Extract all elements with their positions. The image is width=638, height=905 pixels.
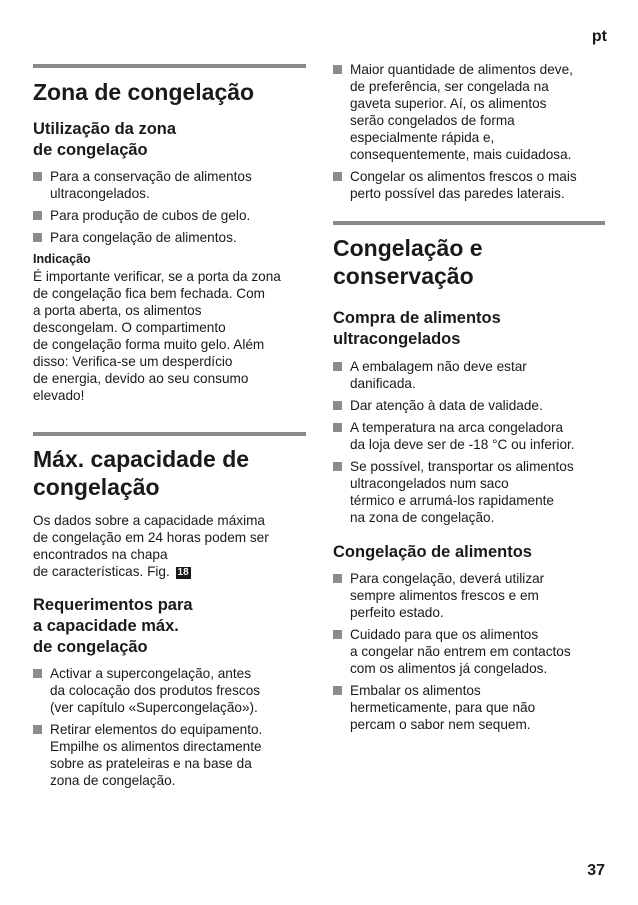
list-item-line: (ver capítulo «Supercongelação»). <box>50 700 258 715</box>
text-line: de congelação forma muito gelo. Além <box>33 337 265 352</box>
bullet-list-compra <box>333 358 605 526</box>
list-item-line: sobre as prateleiras e na base da <box>50 756 252 771</box>
page-number: 37 <box>587 862 605 879</box>
list-item-line: percam o sabor nem sequem. <box>350 717 531 732</box>
list-item-line: A embalagem não deve estar <box>350 359 527 374</box>
text-line: É importante verificar, se a porta da zona <box>33 269 281 284</box>
list-item <box>333 358 605 392</box>
list-item-line: Para a conservação de alimentos <box>50 169 252 184</box>
list-item-line: gaveta superior. Aí, os alimentos <box>350 96 547 111</box>
list-item-line: zona de congelação. <box>50 773 176 788</box>
square-bullet-icon <box>333 686 342 695</box>
list-item-line: perto possível das paredes laterais. <box>350 186 565 201</box>
list-item-line: ultracongelados. <box>50 186 150 201</box>
text-line: de congelação <box>33 141 148 159</box>
list-item-line: da colocação dos produtos frescos <box>50 683 261 698</box>
list-item-line: Activar a supercongelação, antes <box>50 666 252 681</box>
bullet-list-continued <box>333 61 605 202</box>
list-item-line: Congelar os alimentos frescos o mais <box>350 169 577 184</box>
square-bullet-icon <box>333 362 342 371</box>
text-line: encontrados na chapa <box>33 547 168 562</box>
subtitle-utilizacao <box>33 119 306 161</box>
square-bullet-icon <box>33 211 42 220</box>
list-item-line: Para produção de cubos de gelo. <box>50 208 251 223</box>
list-item-line: a congelar não entrem em contactos <box>350 644 571 659</box>
list-item-line: hermeticamente, para que não <box>350 700 536 715</box>
text-line: elevado! <box>33 388 85 403</box>
text-line: conservação <box>333 263 474 289</box>
text-line: Congelação de alimentos <box>333 543 532 561</box>
bullet-list-congelacao <box>333 570 605 733</box>
bullet-list-utilizacao <box>33 168 306 246</box>
text-line: descongelam. O compartimento <box>33 320 226 335</box>
subtitle-compra <box>333 308 605 350</box>
section-rule <box>33 432 306 436</box>
section-rule <box>33 64 306 68</box>
list-item-line: Maior quantidade de alimentos deve, <box>350 62 573 77</box>
square-bullet-icon <box>33 725 42 734</box>
list-item <box>333 419 605 453</box>
square-bullet-icon <box>333 401 342 410</box>
list-item-line: perfeito estado. <box>350 605 444 620</box>
language-code: pt <box>591 28 607 45</box>
text-line: de energia, devido ao seu consumo <box>33 371 249 386</box>
text-line: Máx. capacidade de <box>33 446 250 472</box>
text-line: congelação <box>33 474 160 500</box>
capacity-body <box>33 512 306 580</box>
list-item-line: da loja deve ser de -18 °C ou inferior. <box>350 437 575 452</box>
list-item <box>333 626 605 677</box>
list-item <box>333 682 605 733</box>
square-bullet-icon <box>333 172 342 181</box>
square-bullet-icon <box>333 423 342 432</box>
figure-reference: 18 <box>177 567 189 578</box>
square-bullet-icon <box>333 462 342 471</box>
list-item-line: A temperatura na arca congeladora <box>350 420 564 435</box>
list-item <box>333 168 605 202</box>
list-item <box>333 570 605 621</box>
text-line: ultracongelados <box>333 330 461 348</box>
list-item-line: serão congelados de forma <box>350 113 515 128</box>
list-item-line: Se possível, transportar os alimentos <box>350 459 574 474</box>
list-item <box>33 207 306 224</box>
list-item <box>33 721 306 789</box>
section-title-congelacao-conservacao <box>333 234 605 290</box>
list-item-line: sempre alimentos frescos e em <box>350 588 539 603</box>
left-column <box>33 0 306 794</box>
text-line: Utilização da zona <box>33 120 177 138</box>
list-item <box>33 168 306 202</box>
list-item-line: de preferência, ser congelada na <box>350 79 549 94</box>
list-item-line: com os alimentos já congelados. <box>350 661 548 676</box>
list-item <box>333 61 605 163</box>
text-line: disso: Verifica-se um desperdício <box>33 354 233 369</box>
list-item-line: Para congelação, deverá utilizar <box>350 571 545 586</box>
list-item-line: na zona de congelação. <box>350 510 495 525</box>
list-item <box>333 458 605 526</box>
list-item <box>333 397 605 414</box>
list-item-line: Cuidado para que os alimentos <box>350 627 539 642</box>
note-label: Indicação <box>33 252 91 266</box>
square-bullet-icon <box>333 65 342 74</box>
list-item-line: Dar atenção à data de validade. <box>350 398 543 413</box>
list-item-line: Retirar elementos do equipamento. <box>50 722 263 737</box>
square-bullet-icon <box>333 574 342 583</box>
list-item-line: Para congelação de alimentos. <box>50 230 237 245</box>
square-bullet-icon <box>33 233 42 242</box>
note-text <box>33 268 306 404</box>
list-item-line: Embalar os alimentos <box>350 683 481 698</box>
section-title-max-capacidade <box>33 445 306 501</box>
list-item-line: especialmente rápida e, <box>350 130 495 145</box>
text-line: Os dados sobre a capacidade máxima <box>33 513 265 528</box>
list-item-line: ultracongelados num saco <box>350 476 509 491</box>
text-line: Compra de alimentos <box>333 309 501 327</box>
square-bullet-icon <box>33 669 42 678</box>
text-line: Requerimentos para <box>33 596 193 614</box>
section-title-zona-congelacao: Zona de congelação <box>33 79 255 105</box>
subtitle-requerimentos <box>33 595 306 658</box>
bullet-list-requerimentos <box>33 665 306 789</box>
list-item <box>33 229 306 246</box>
capacity-body-last: de características. Fig. <box>33 564 170 579</box>
text-line: a porta aberta, os alimentos <box>33 303 202 318</box>
list-item <box>33 665 306 716</box>
list-item-line: térmico e arrumá-los rapidamente <box>350 493 554 508</box>
text-line: a capacidade máx. <box>33 617 179 635</box>
square-bullet-icon <box>33 172 42 181</box>
list-item-line: Empilhe os alimentos directamente <box>50 739 262 754</box>
text-line: Congelação e <box>333 235 483 261</box>
square-bullet-icon <box>333 630 342 639</box>
subtitle-congelacao-alimentos <box>333 542 605 563</box>
list-item-line: danificada. <box>350 376 416 391</box>
text-line: de congelação em 24 horas podem ser <box>33 530 269 545</box>
right-column <box>333 0 605 738</box>
section-rule <box>333 221 605 225</box>
text-line: de congelação fica bem fechada. Com <box>33 286 265 301</box>
list-item-line: consequentemente, mais cuidadosa. <box>350 147 572 162</box>
text-line: de congelação <box>33 638 148 656</box>
